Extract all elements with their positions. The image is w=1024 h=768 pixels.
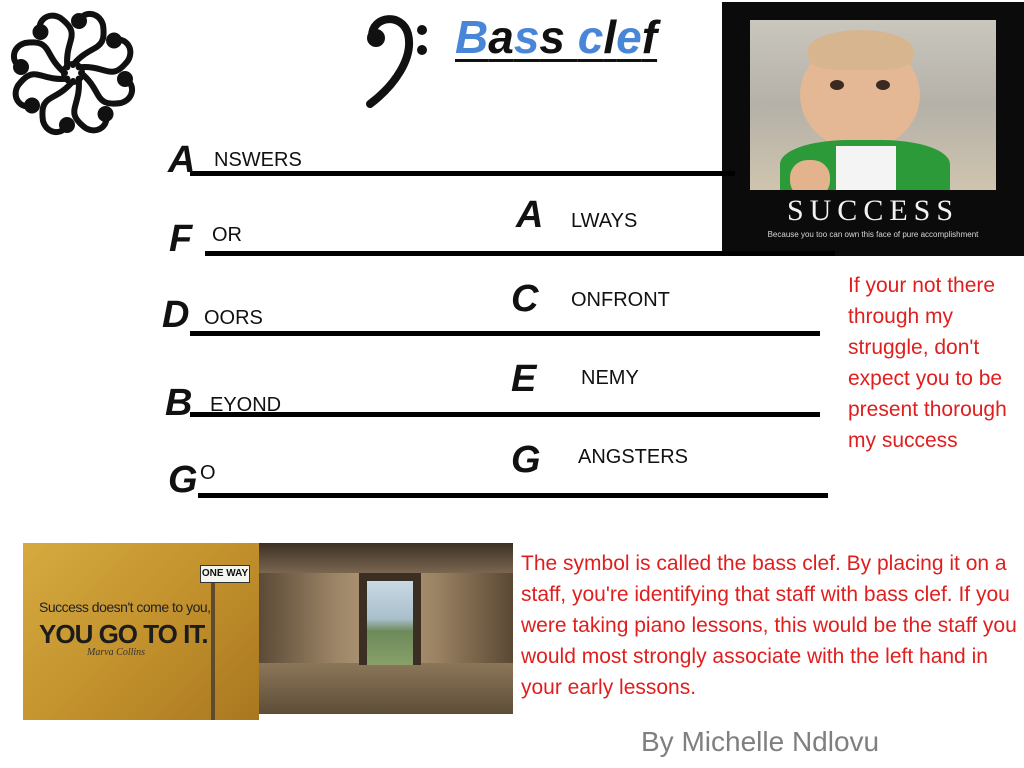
one-way-sign: ONE WAY (200, 565, 250, 583)
answer-line (190, 412, 820, 417)
success-quote-image (23, 543, 259, 720)
acrostic-word: LWAYS (571, 210, 638, 232)
mandala-ornament-icon (2, 2, 144, 144)
acrostic-word: OORS (204, 307, 263, 329)
title-letter: a (488, 11, 514, 63)
poster-heading: SUCCESS (786, 194, 960, 227)
acrostic-word: EYOND (210, 394, 282, 416)
sign-quote-line1: Success doesn't come to you, (39, 599, 211, 615)
title-letter (565, 11, 578, 63)
acrostic-word: NEMY (581, 367, 639, 389)
title-letter: e (616, 11, 642, 63)
title-letter: s (539, 11, 566, 63)
acrostic-letter: B (165, 382, 193, 424)
title-letter: B (455, 11, 489, 63)
acrostic-word: ANGSTERS (578, 446, 689, 468)
acrostic-word: O (200, 462, 216, 484)
acrostic-letter: G (168, 459, 198, 501)
sign-quote-line2: YOU GO TO IT. (39, 619, 208, 649)
answer-line (205, 251, 835, 256)
success-poster-image (722, 2, 1024, 256)
bass-clef-icon (358, 8, 438, 108)
acrostic-letter: C (511, 278, 539, 320)
title-letter: c (577, 11, 604, 63)
byline: By Michelle Ndlovu (641, 726, 880, 757)
answer-line (190, 171, 735, 176)
acrostic-letter: G (511, 439, 541, 481)
acrostic-letter: F (169, 218, 193, 260)
acrostic-letter: A (516, 194, 544, 236)
acrostic-letter: E (511, 358, 537, 400)
title-letter: l (603, 11, 617, 63)
poster-tagline: Because you too can own this face of pure accomplishment (767, 230, 979, 239)
title-letter: s (513, 11, 540, 63)
answer-line (198, 493, 828, 498)
sign-quote-author: Marva Collins (87, 647, 146, 658)
title-letter: f (641, 11, 658, 63)
bass-clef-explanation: The symbol is called the bass clef. By placing it on a staff, you're identifying that staff with bass clef. If you were taking piano lessons, this would be the staff you would most strongly associate with the left hand in your early lessons. (521, 552, 1017, 699)
acrostic-word: ONFRONT (571, 289, 670, 311)
doorway-corridor-image (259, 543, 513, 714)
acrostic-letter: D (162, 294, 190, 336)
answer-line (190, 331, 820, 336)
acrostic-word: OR (212, 224, 242, 246)
page-title (455, 10, 657, 64)
quote-note: If your not there through my struggle, don't expect you to be present thorough my success (848, 274, 1007, 452)
acrostic-letter: A (168, 139, 196, 181)
acrostic-word: NSWERS (214, 149, 302, 171)
